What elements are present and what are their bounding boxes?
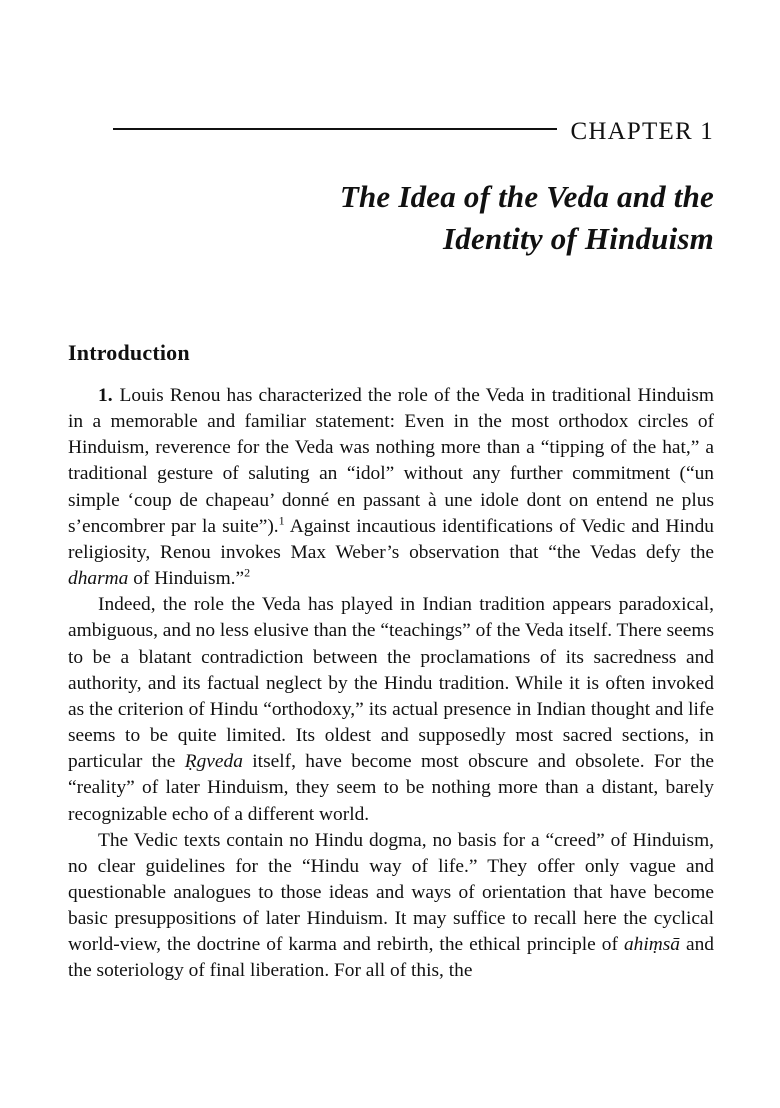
paragraph-2-text-part-2: itself, have become most obscure and obsolete. For the “reality” of later Hinduism, they seem to be nothing more than a distant, barely recognizable echo of a different world. <box>68 751 715 825</box>
paragraph-3 <box>68 828 714 985</box>
paragraph-number: 1. <box>98 385 113 406</box>
page-title-line-1: The Idea of the Veda and the <box>339 179 714 214</box>
paragraph-1-text-part-2: Against incautious identifications of Vedic and Hindu religiosity, Renou invokes Max Weber’s observation that “the Vedas defy the <box>68 515 714 563</box>
page-title-line-2: Identity of Hinduism <box>443 221 714 256</box>
paragraph-3-text-part-1: The Vedic texts contain no Hindu dogma, no basis for a “creed” of Hinduism, no clear guidelines for the “Hindu way of life.” They offer only vague and questionable analogues to those ideas and ways of orientation that have become basic presuppositions of later Hinduism. It may suffice to recall here the cyclical world-view, the doctrine of karma and rebirth, the ethical principle of <box>68 829 714 956</box>
paragraph-1-text-part-1: Louis Renou has characterized the role of the Veda in traditional Hinduism in a memorable and familiar statement: Even in the most orthodox circles of Hinduism, reverence for the Veda was nothing more than a “tipping of the hat,” a traditional gesture of saluting an “idol” without any further commitment (“un simple ‘coup de chapeau’ donné en passant à une idole dont on entend ne plus s’encombrer par la suite”). <box>68 385 714 537</box>
paragraph-1-italic-dharma: dharma <box>68 568 129 590</box>
paragraph-1-text-part-3: of Hinduism.” <box>128 568 245 590</box>
chapter-header <box>68 112 714 152</box>
paragraph-2 <box>68 592 714 827</box>
paragraph-2-italic-rgveda: Ṛgveda <box>184 751 243 773</box>
chapter-label: CHAPTER 1 <box>570 118 714 145</box>
body-text <box>68 383 714 985</box>
section-heading-introduction: Introduction <box>68 340 190 365</box>
paragraph-3-italic-ahimsa: ahiṃsā <box>623 934 680 956</box>
paragraph-2-text-part-1: Indeed, the role the Veda has played in Indian tradition appears paradoxical, ambiguous, and no less elusive than the “teachings” of the Veda itself. There seems to be a blatant contradiction between the proclamations of its sacredness and authority, and its factual neglect by the Hindu tradition. While it is often invoked as the criterion of Hindu “orthodoxy,” its actual presence in Indian thought and life seems to be quite limited. Its oldest and supposedly most sacred sections, in particular the <box>68 594 714 773</box>
paragraph-3-text-part-2: and the soteriology of final liberation. For all of this, the <box>68 934 714 982</box>
chapter-rule-divider <box>113 128 557 130</box>
footnote-marker-1: 1 <box>278 513 285 528</box>
page-title <box>68 176 714 260</box>
footnote-marker-2: 2 <box>244 565 251 580</box>
paragraph-1 <box>68 383 714 592</box>
